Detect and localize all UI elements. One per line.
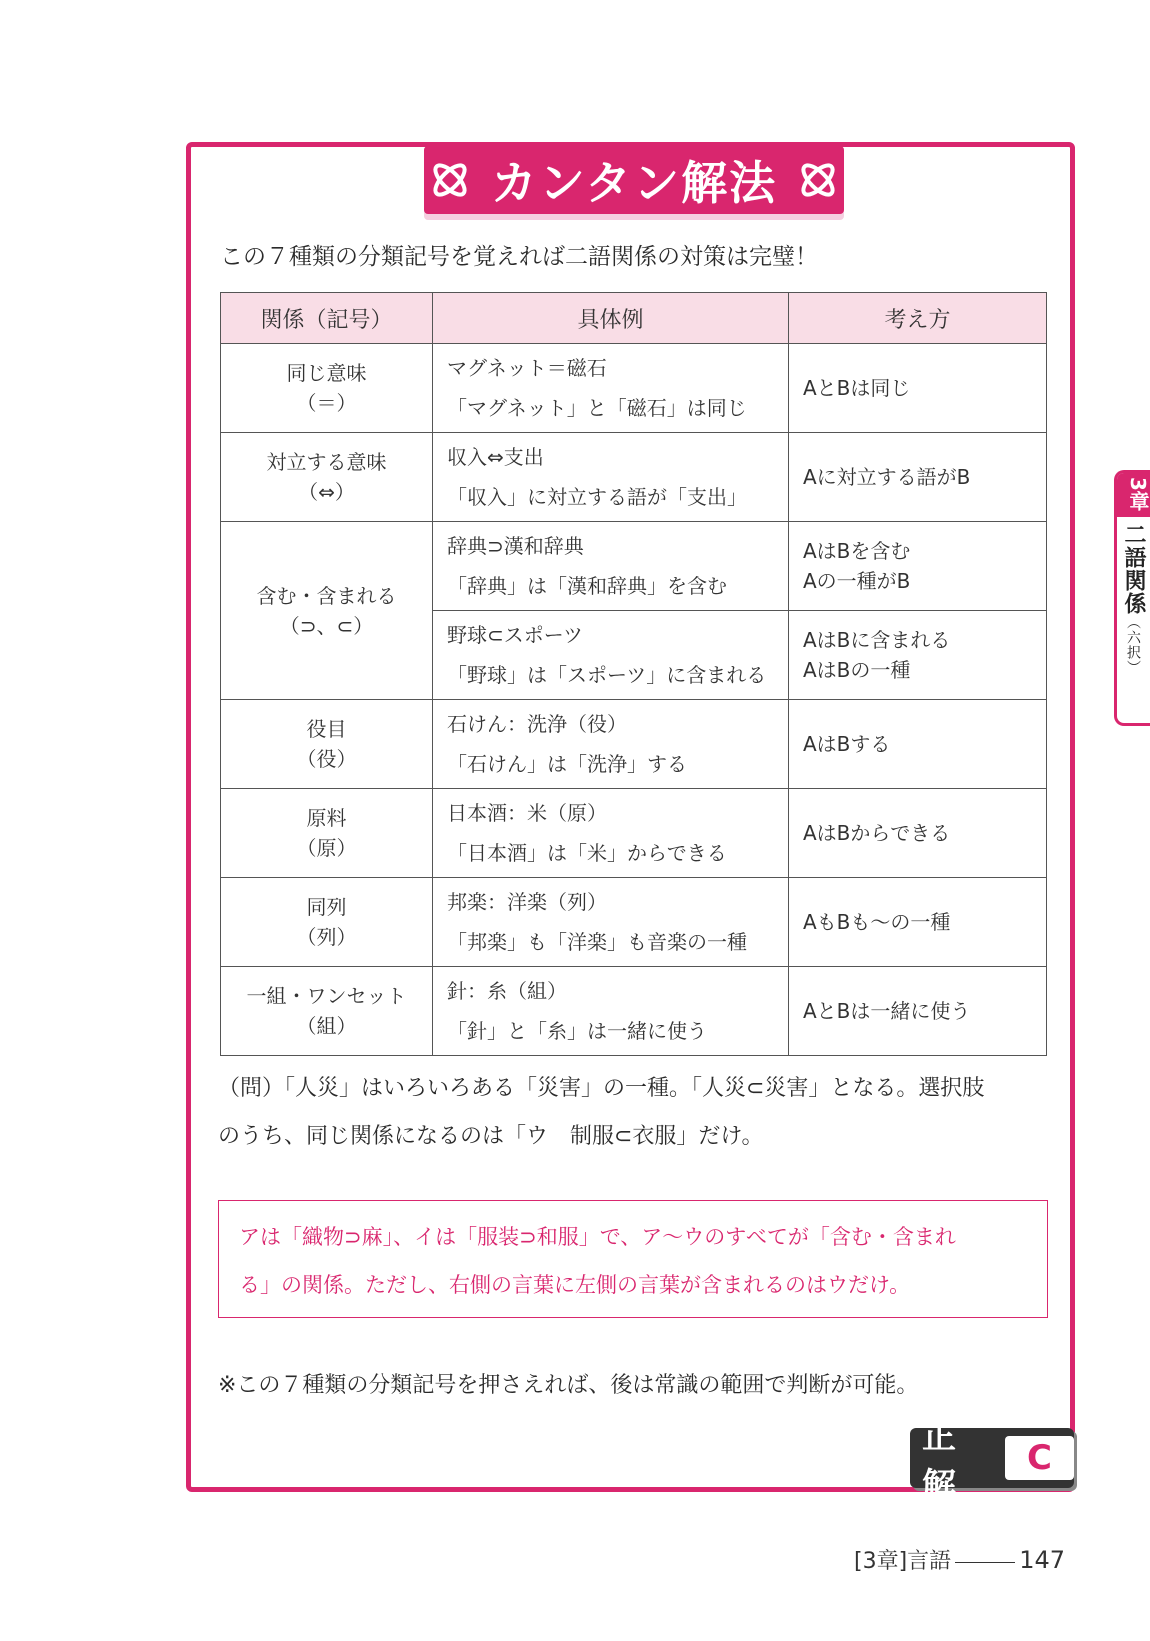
- celtic-knot-icon: [427, 157, 473, 203]
- page-number: 147: [1019, 1546, 1065, 1574]
- intro-text: この７種類の分類記号を覚えれば二語関係の対策は完璧！: [220, 244, 818, 270]
- example-cell: 日本酒：米（原） 「日本酒」は「米」からできる: [433, 789, 789, 878]
- column-header: 関係（記号）: [221, 293, 433, 344]
- table-row: [221, 344, 1047, 433]
- table-row: [221, 522, 1047, 611]
- chapter-number: 3章: [1117, 473, 1150, 517]
- page-title: カンタン解法: [490, 156, 778, 210]
- reasoning-cell: AもBも〜の一種: [789, 878, 1047, 967]
- column-header: 考え方: [789, 293, 1047, 344]
- page-footer: [854, 1544, 1065, 1575]
- relation-kind: 役目 （役）: [221, 700, 433, 789]
- reasoning-cell: Aに対立する語がB: [789, 433, 1047, 522]
- note-box: アは「織物⊃麻」、イは「服装⊃和服」で、ア〜ウのすべてが「含む・含まれ る」の関係。ただし、右側の言葉に左側の言葉が含まれるのはウだけ。: [218, 1200, 1048, 1318]
- example-cell: 邦楽：洋楽（列） 「邦楽」も「洋楽」も音楽の一種: [433, 878, 789, 967]
- table-row: [221, 789, 1047, 878]
- example-cell: 収入⇔支出 「収入」に対立する語が「支出」: [433, 433, 789, 522]
- title-badge: [424, 146, 844, 214]
- example-cell: 石けん：洗浄（役） 「石けん」は「洗浄」する: [433, 700, 789, 789]
- answer-value: C: [1005, 1436, 1074, 1480]
- table-row: [221, 700, 1047, 789]
- example-cell: 辞典⊃漢和辞典 「辞典」は「漢和辞典」を含む: [433, 522, 789, 611]
- relation-kind: 原料 （原）: [221, 789, 433, 878]
- example-cell: 野球⊂スポーツ 「野球」は「スポーツ」に含まれる: [433, 611, 789, 700]
- relation-kind: 対立する意味 （⇔）: [221, 433, 433, 522]
- answer-badge: [910, 1417, 1074, 1506]
- footnote-text: ※この７種類の分類記号を押さえれば、後は常識の範囲で判断が可能。: [218, 1373, 919, 1398]
- relation-kind: 一組・ワンセット （組）: [221, 967, 433, 1056]
- reasoning-cell: AとBは同じ: [789, 344, 1047, 433]
- example-cell: 針：糸（組） 「針」と「糸」は一緒に使う: [433, 967, 789, 1056]
- relation-kind: 同列 （列）: [221, 878, 433, 967]
- reasoning-cell: AはBする: [789, 700, 1047, 789]
- example-cell: マグネット＝磁石 「マグネット」と「磁石」は同じ: [433, 344, 789, 433]
- table-row: [221, 878, 1047, 967]
- chapter-side-tab: [1114, 470, 1150, 726]
- chapter-topic: 二語関係（六択）: [1121, 522, 1146, 675]
- relation-kind: 同じ意味 （＝）: [221, 344, 433, 433]
- relation-kind: 含む・含まれる （⊃、⊂）: [221, 522, 433, 700]
- table-row: [221, 433, 1047, 522]
- relation-table: [220, 292, 1047, 1056]
- footer-chapter: [3章]言語: [854, 1549, 952, 1574]
- table-header-row: [221, 293, 1047, 344]
- reasoning-cell: AはBに含まれる AはBの一種: [789, 611, 1047, 700]
- reasoning-cell: AとBは一緒に使う: [789, 967, 1047, 1056]
- explanation-text: （問）「人災」はいろいろある「災害」の一種。「人災⊂災害」となる。選択肢 のうち、同じ関係になるのは「ウ 制服⊂衣服」だけ。: [218, 1076, 985, 1149]
- table-row: [221, 967, 1047, 1056]
- reasoning-cell: AはBからできる: [789, 789, 1047, 878]
- footer-dash: [955, 1562, 1015, 1563]
- celtic-knot-icon: [795, 157, 841, 203]
- column-header: 具体例: [433, 293, 789, 344]
- answer-label: 正解: [922, 1417, 958, 1506]
- reasoning-cell: AはBを含む Aの一種がB: [789, 522, 1047, 611]
